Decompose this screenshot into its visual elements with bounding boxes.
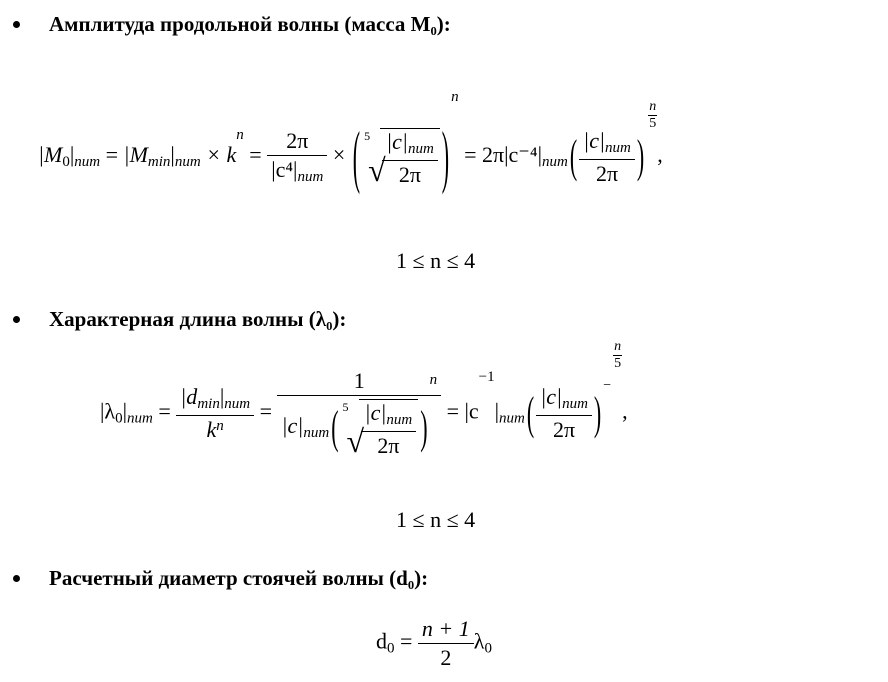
eq-subscript: num <box>386 412 413 428</box>
eq-exponent-fraction <box>648 100 657 131</box>
eq-subscript: 0 <box>484 640 492 657</box>
left-paren: ( <box>331 400 339 454</box>
bullet-icon <box>13 575 20 582</box>
eq-term: |M <box>123 142 148 168</box>
eq-subscript: num <box>224 396 251 412</box>
eq-term: × k <box>200 142 237 168</box>
eq-exponent: n <box>451 89 459 105</box>
eq-term: | <box>494 398 500 424</box>
eq-subscript: min <box>197 396 220 412</box>
section-title: Амплитуда продольной волны (масса M₀): <box>49 12 451 36</box>
eq-subscript: num <box>562 396 588 412</box>
left-paren: ( <box>569 129 578 183</box>
eq-operator: = <box>243 142 268 168</box>
condition-range <box>396 509 475 531</box>
right-paren: ) <box>636 129 645 183</box>
eq-exponent-fraction <box>613 340 622 371</box>
eq-term: |λ <box>100 398 116 424</box>
frac-numerator: 1 <box>353 368 365 393</box>
eq-fraction <box>267 127 327 185</box>
frac-denominator: 2π <box>579 159 635 185</box>
eq-comma: , <box>657 142 663 168</box>
bullet-icon <box>13 21 20 28</box>
eq-exponent: n <box>216 418 224 434</box>
eq-fraction <box>176 386 254 441</box>
eq-operator: = <box>394 628 418 654</box>
right-paren: ) <box>593 386 602 439</box>
equation-diameter <box>376 618 492 669</box>
section-title: Расчетный диаметр стоячей волны (d₀): <box>49 566 429 590</box>
section-title: Характерная длина волны (λ₀): <box>49 307 347 331</box>
frac-numerator: |c| <box>364 400 387 425</box>
eq-fraction <box>418 618 474 669</box>
frac-denominator: 2π <box>536 415 592 441</box>
eq-subscript: 0 <box>115 410 123 427</box>
frac-numerator: |c| <box>540 384 563 409</box>
frac-numerator: n + 1 <box>421 616 470 641</box>
condition-text: 1 ≤ n ≤ 4 <box>396 248 476 273</box>
eq-exponent: n <box>429 372 438 388</box>
eq-term: d <box>376 628 387 654</box>
eq-term: |M <box>38 142 63 168</box>
eq-term: = |c <box>441 398 479 424</box>
equation-wavelength <box>100 339 628 459</box>
eq-subscript: min <box>147 154 171 171</box>
frac-denominator: |c| <box>281 413 304 439</box>
right-paren: ) <box>420 400 428 454</box>
eq-subscript: num <box>126 410 153 427</box>
eq-subscript: 0 <box>62 154 70 171</box>
radical-icon: √ <box>346 423 365 459</box>
fifth-root <box>341 399 419 457</box>
eq-operator: = <box>254 398 278 424</box>
eq-operator: × <box>327 142 351 168</box>
frac-denominator: 2 <box>418 643 474 669</box>
left-paren: ( <box>352 115 361 196</box>
root-index: 5 <box>364 129 371 143</box>
eq-term: λ <box>473 628 485 654</box>
bullet-icon <box>13 316 20 323</box>
eq-term: | <box>219 384 225 409</box>
left-paren: ( <box>526 386 535 439</box>
eq-term: = 2π|c⁻⁴| <box>458 142 542 168</box>
right-paren: ) <box>441 115 450 196</box>
eq-subscript: num <box>74 154 101 171</box>
frac-denominator: |c⁴| <box>271 156 298 182</box>
eq-subscript: 0 <box>387 640 395 657</box>
eq-term: | <box>69 142 75 168</box>
frac-numerator: |d <box>180 384 198 409</box>
eq-subscript: num <box>541 154 568 171</box>
exp-numerator: n <box>649 99 657 114</box>
eq-fraction-big <box>277 370 441 457</box>
eq-subscript: num <box>499 410 525 427</box>
eq-exponent: −1 <box>478 369 495 385</box>
exp-denominator: 5 <box>614 356 622 371</box>
frac-denominator: 2π <box>361 431 417 457</box>
radical-icon: √ <box>368 152 386 188</box>
eq-operator: = <box>100 142 124 168</box>
equation-amplitude <box>38 89 663 196</box>
condition-range <box>396 250 475 272</box>
exp-numerator: n <box>614 339 622 354</box>
eq-subscript: num <box>303 425 330 442</box>
frac-denominator: k <box>206 417 217 442</box>
exp-denominator: 5 <box>649 116 657 131</box>
frac-denominator: 2π <box>382 160 438 186</box>
exp-sign: − <box>603 377 612 393</box>
eq-subscript: num <box>174 154 201 171</box>
eq-subscript: num <box>407 141 434 157</box>
fifth-root <box>362 128 440 186</box>
frac-numerator: 2π <box>286 127 309 153</box>
frac-numerator: |c| <box>386 129 408 154</box>
frac-numerator: |c| <box>583 127 606 153</box>
eq-comma: , <box>622 398 628 424</box>
condition-text: 1 ≤ n ≤ 4 <box>396 507 476 532</box>
eq-term: | <box>122 398 127 424</box>
eq-operator: = <box>152 398 177 424</box>
root-index: 5 <box>342 400 349 414</box>
eq-subscript: num <box>605 139 631 156</box>
eq-subscript: num <box>297 168 324 185</box>
eq-term: | <box>170 142 175 168</box>
eq-exponent: n <box>236 127 244 143</box>
